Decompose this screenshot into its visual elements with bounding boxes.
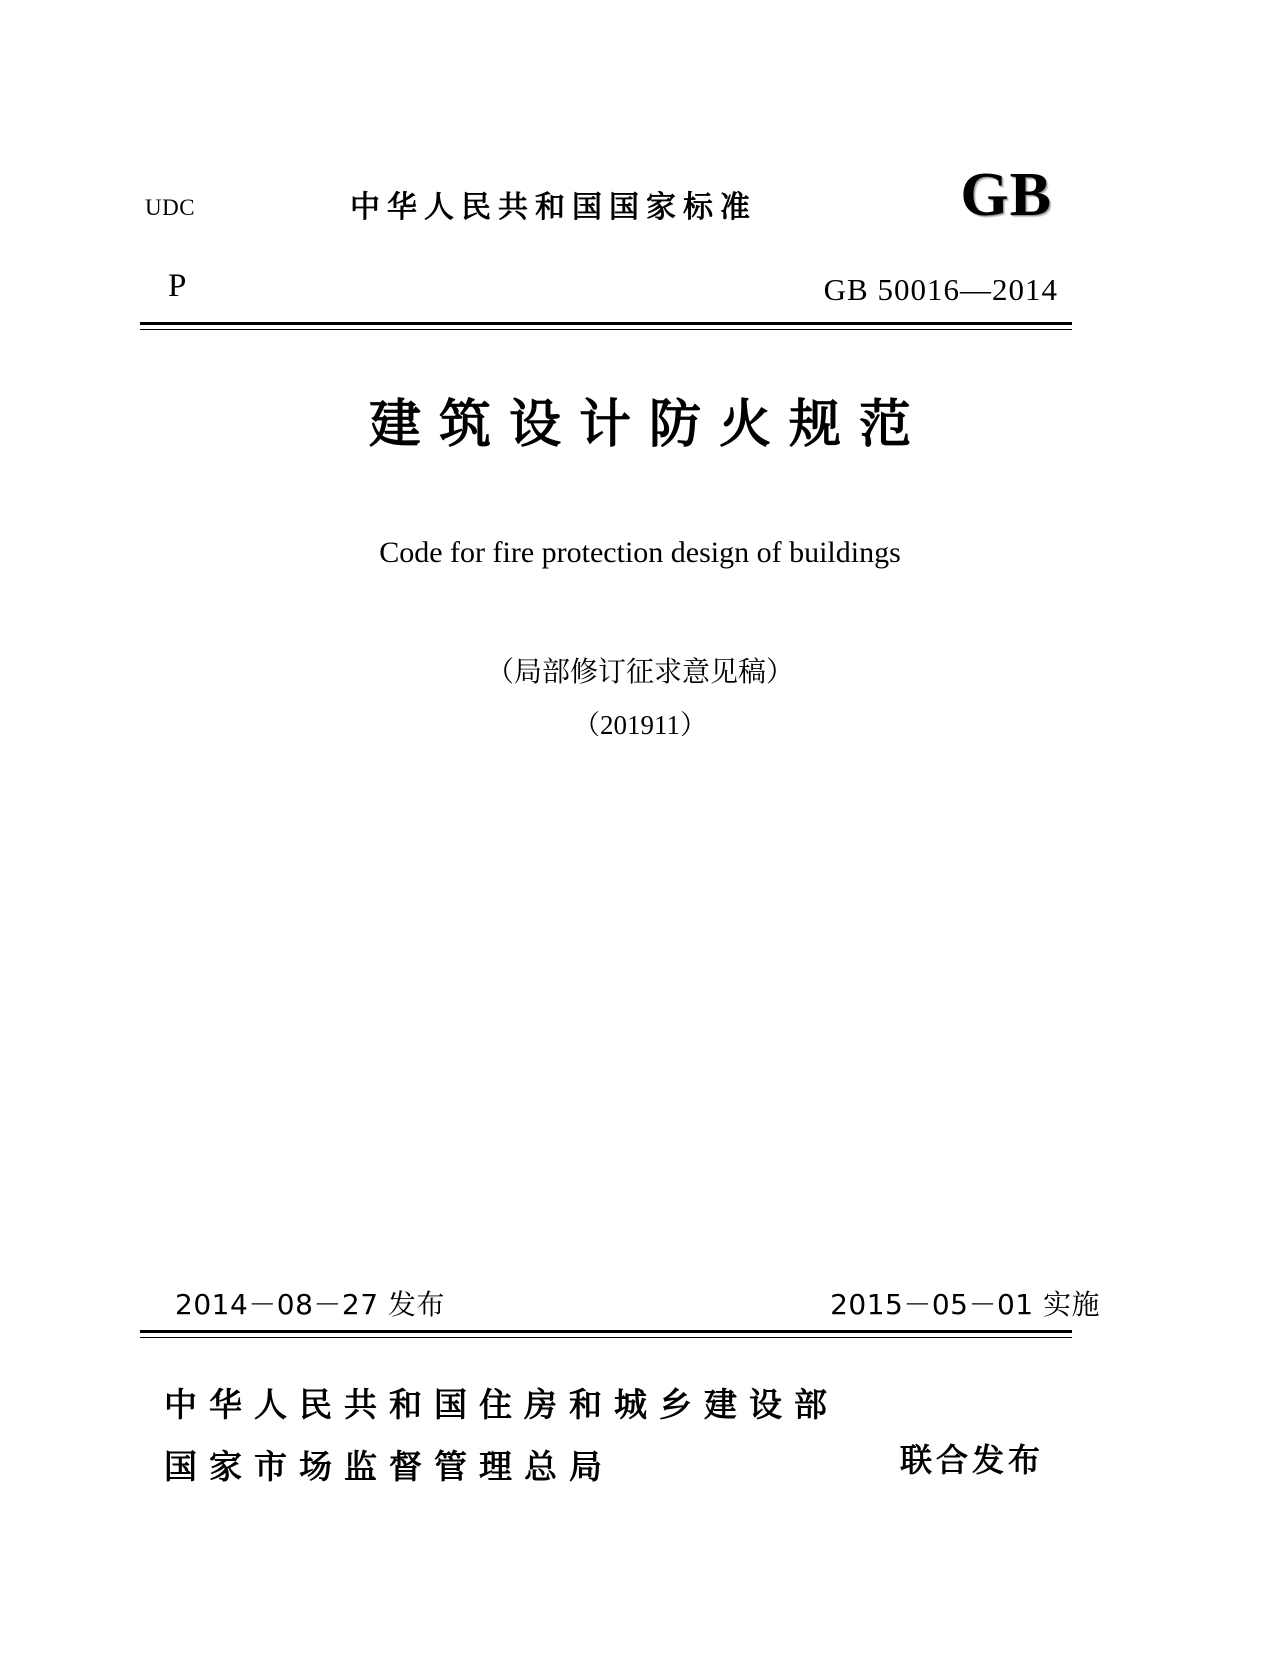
header-divider-thin	[140, 329, 1072, 330]
cover-header	[140, 160, 1070, 325]
udc-label: UDC	[145, 195, 196, 220]
issuer-line-2: 国家市场监督管理总局	[164, 1447, 614, 1486]
issuer-block	[140, 1375, 1072, 1525]
revision-note: （局部修订征求意见稿）	[485, 655, 794, 688]
revision-date: （201911）	[573, 710, 707, 740]
classification-label: P	[168, 268, 187, 304]
page-title-chinese: 建筑设计防火规范	[368, 395, 929, 455]
joint-release-label: 联合发布	[899, 1441, 1044, 1479]
effective-date: 2015－05－01 实施	[830, 1288, 1100, 1321]
standard-number: GB 50016—2014	[823, 272, 1058, 307]
header-divider-thick	[140, 322, 1072, 325]
national-standard-title: 中华人民共和国国家标准	[350, 190, 757, 225]
release-date: 2014－08－27 发布	[175, 1288, 445, 1321]
gb-mark: GB	[960, 161, 1052, 229]
footer-divider-thin	[140, 1337, 1072, 1338]
page-title-english: Code for fire protection design of buildings	[379, 536, 901, 569]
issuer-line-1: 中华人民共和国住房和城乡建设部	[164, 1385, 839, 1424]
footer-divider-thick	[140, 1330, 1072, 1333]
